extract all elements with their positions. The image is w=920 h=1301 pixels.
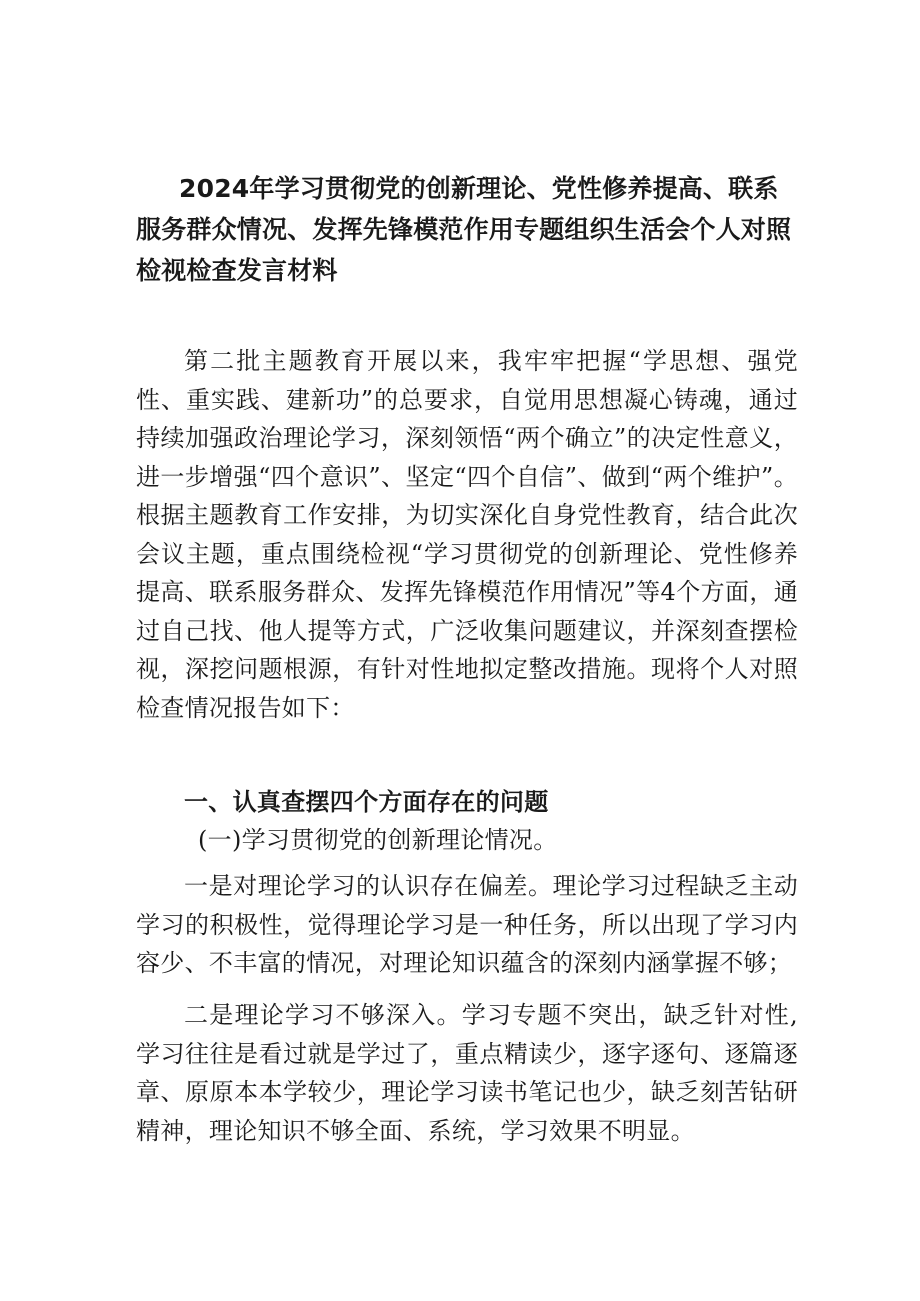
paragraph-point-one: 一是对理论学习的认识存在偏差。理论学习过程缺乏主动学习的积极性，觉得理论学习是一种任务，所以出现了学习内容少、不丰富的情况，对理论知识蕴含的深刻内涵掌握不够； bbox=[136, 872, 798, 977]
section-heading: 一、认真查摆四个方面存在的问题 bbox=[184, 788, 549, 816]
paragraph-point-two: 二是理论学习不够深入。学习专题不突出，缺乏针对性,学习往往是看过就是学过了，重点精读少，逐字逐句、逐篇逐章、原原本本学较少，理论学习读书笔记也少，缺乏刻苦钻研精神，理论知识不够全面、系统，学习效果不明显。 bbox=[136, 1001, 798, 1145]
document-title: 2024年学习贯彻党的创新理论、党性修养提高、联系服务群众情况、发挥先锋模范作用专题组织生活会个人对照检视检查发言材料 bbox=[136, 174, 792, 285]
intro-paragraph: 第二批主题教育开展以来，我牢牢把握“学思想、强党性、重实践、建新功”的总要求，自觉用思想凝心铸魂，通过持续加强政治理论学习，深刻领悟“两个确立”的决定性意义，进一步增强“四个意识”、坚定“四个自信”、做到“两个维护”。根据主题教育工作安排，为切实深化自身党性教育，结合此次会议主题，重点围绕检视“学习贯彻党的创新理论、党性修养提高、联系服务群众、发挥先锋模范作用情况”等4个方面，通过自己找、他人提等方式，广泛收集问题建议，并深刻查摆检视，深挖问题根源，有针对性地拟定整改措施。现将个人对照检查情况报告如下： bbox=[136, 347, 798, 722]
subsection-heading: (一)学习贯彻党的创新理论情况。 bbox=[198, 826, 558, 854]
